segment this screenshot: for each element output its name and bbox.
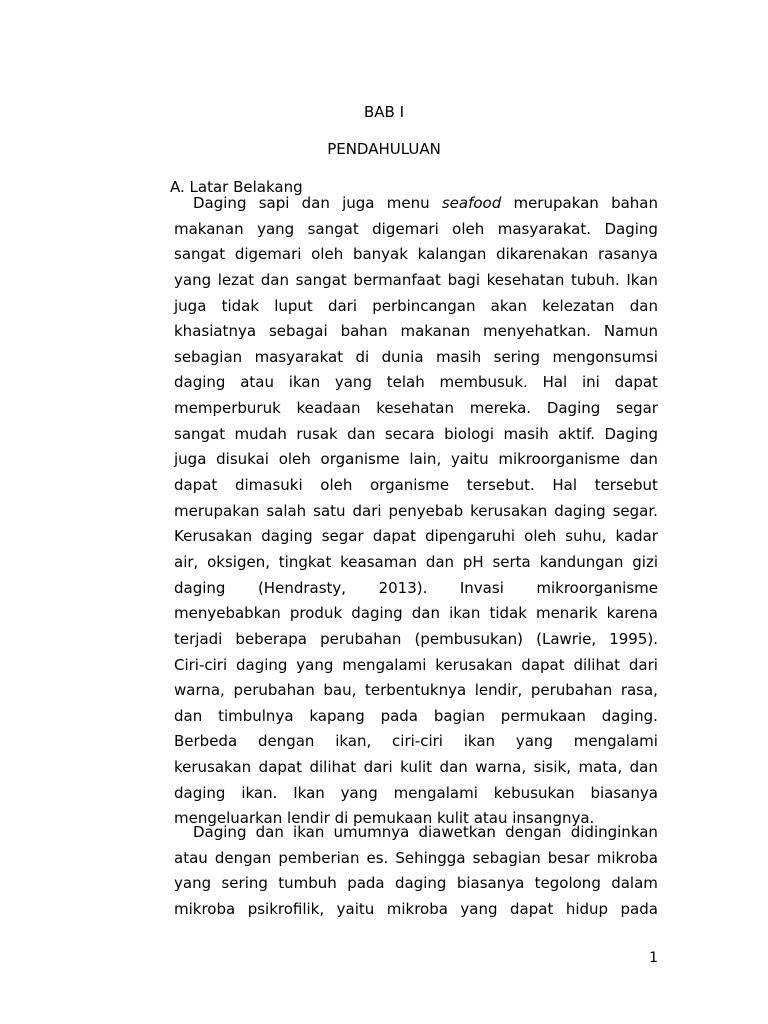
text-line xyxy=(174,321,658,347)
word: daging xyxy=(351,604,403,623)
text-line xyxy=(174,475,658,501)
word: rasanya xyxy=(597,245,658,264)
word: daging. xyxy=(601,706,658,725)
word: satu xyxy=(313,501,346,520)
word: warna, xyxy=(174,681,225,700)
text-line xyxy=(174,372,658,398)
text-line xyxy=(174,822,658,848)
word: bermanfaat xyxy=(353,270,441,289)
word: karena xyxy=(606,604,658,623)
word: sangat xyxy=(174,424,226,443)
word: didinginkan xyxy=(570,823,658,841)
word: umumnya xyxy=(333,823,410,841)
chapter-title: PENDAHULUAN xyxy=(327,140,441,158)
word: insangnya. xyxy=(512,809,595,828)
word: (pembusukan) xyxy=(414,629,524,648)
word: permukaan xyxy=(500,706,586,725)
word: mengalami xyxy=(573,732,658,751)
word: keadaan xyxy=(296,399,361,418)
word: Hal xyxy=(542,373,568,392)
word: warna, xyxy=(475,758,527,777)
word: tumbuh xyxy=(278,874,337,893)
word: dan xyxy=(174,706,203,725)
text-line xyxy=(174,848,658,874)
word: menyehatkan. xyxy=(483,322,591,341)
word: telah xyxy=(386,373,425,392)
word: sapi xyxy=(258,194,290,212)
word: perubahan xyxy=(233,681,315,700)
word: tidak xyxy=(489,604,527,623)
word: digemari xyxy=(372,219,439,238)
italic-word: seafood xyxy=(441,194,502,212)
word: daging xyxy=(235,655,288,674)
word: dari xyxy=(628,655,658,674)
word: Ciri-ciri xyxy=(174,655,228,674)
word: dari xyxy=(363,758,393,777)
word: kulit xyxy=(400,758,433,777)
word: bagian xyxy=(433,706,485,725)
text-line xyxy=(174,526,658,552)
word: daging xyxy=(554,501,606,520)
word: dapat xyxy=(372,527,416,546)
word: ikan xyxy=(449,604,481,623)
word: kandungan xyxy=(539,552,624,571)
word: atau xyxy=(174,848,208,867)
word: pH xyxy=(462,552,484,571)
word: atau xyxy=(473,809,513,828)
word: dan xyxy=(425,552,455,571)
word: makanan xyxy=(400,322,471,341)
word: oleh xyxy=(452,219,485,238)
word: kelezatan xyxy=(542,296,615,315)
word: salah xyxy=(266,501,307,520)
word: segar. xyxy=(612,501,658,520)
word: kebusukan xyxy=(493,783,575,802)
text-line xyxy=(174,552,658,578)
word: sering xyxy=(221,874,268,893)
word: (Lawrie, xyxy=(536,629,597,648)
word: ciri-ciri xyxy=(392,732,443,751)
word: dan xyxy=(347,424,376,443)
word: sangat xyxy=(307,219,359,238)
word: 1995). xyxy=(609,629,658,648)
word: dan xyxy=(411,604,440,623)
word: Namun xyxy=(603,322,658,341)
word: juga xyxy=(174,296,207,315)
word: dan xyxy=(439,758,468,777)
word: hidup xyxy=(565,899,609,918)
word: banyak xyxy=(352,245,408,264)
word: dapat xyxy=(521,655,565,674)
word: dan xyxy=(629,296,658,315)
word: dan xyxy=(255,823,284,841)
text-line xyxy=(174,296,658,322)
word: daging xyxy=(174,373,226,392)
word: mata, xyxy=(578,758,623,777)
word: yang xyxy=(257,219,295,238)
text-line xyxy=(174,680,658,706)
word: kapang xyxy=(309,706,365,725)
word: sebagian xyxy=(174,347,243,366)
word: yang xyxy=(174,874,212,893)
word: kerusakan xyxy=(470,501,548,520)
word: serta xyxy=(492,552,531,571)
word: terjadi xyxy=(174,629,223,648)
word: terbentuknya xyxy=(364,681,467,700)
word: dalam xyxy=(611,874,658,893)
word: yang xyxy=(460,899,498,918)
word: di xyxy=(334,809,354,828)
word: mengeluarkan xyxy=(174,809,288,828)
word: ini xyxy=(581,373,600,392)
word: yang xyxy=(296,655,334,674)
word: daging xyxy=(174,578,226,597)
word: Daging xyxy=(604,219,658,238)
word: segar xyxy=(616,399,658,418)
text-line xyxy=(174,270,658,296)
word: kerusakan xyxy=(174,758,252,777)
text-line xyxy=(174,731,658,757)
word: daging xyxy=(395,874,447,893)
word: bahan xyxy=(611,194,658,212)
word: oksigen, xyxy=(207,552,270,571)
word: pada xyxy=(380,706,418,725)
word: dari xyxy=(327,296,358,315)
word: merupakan xyxy=(513,194,599,212)
word: oleh xyxy=(320,476,353,495)
word: dapat xyxy=(510,899,554,918)
word: dilihat xyxy=(309,758,357,777)
text-line xyxy=(174,899,658,925)
word: juga xyxy=(174,450,207,469)
word: Sehingga xyxy=(395,848,466,867)
word: Daging xyxy=(546,399,601,418)
word: bau, xyxy=(323,681,357,700)
word: gizi xyxy=(632,552,658,571)
word: produk xyxy=(289,604,343,623)
word: bahan xyxy=(340,322,388,341)
word: dimasuki xyxy=(234,476,303,495)
word: dapat xyxy=(174,476,218,495)
word: yaitu xyxy=(336,899,375,918)
word: air, xyxy=(174,552,199,571)
text-line xyxy=(174,783,658,809)
word: yaitu xyxy=(450,450,489,469)
word: rasa, xyxy=(620,681,658,700)
word: timbulnya xyxy=(218,706,294,725)
word: organisme xyxy=(320,450,400,469)
word: tersebut. xyxy=(466,476,535,495)
text-line xyxy=(174,629,658,655)
word: perbincangan xyxy=(372,296,476,315)
word: dilihat xyxy=(573,655,621,674)
word: digemari xyxy=(234,245,302,264)
word: secara xyxy=(384,424,435,443)
text-line xyxy=(174,757,658,783)
word: dan xyxy=(260,270,289,289)
word: mikroba xyxy=(596,848,658,867)
word: pada xyxy=(620,899,658,918)
word: dengan xyxy=(505,823,562,841)
word: mikroba xyxy=(174,899,236,918)
word: kadar xyxy=(615,527,658,546)
word: organisme xyxy=(370,476,450,495)
word: lezat xyxy=(217,270,255,289)
word: tidak xyxy=(221,296,260,315)
word: akan xyxy=(490,296,527,315)
word: diawetkan xyxy=(418,823,496,841)
text-line xyxy=(174,603,658,629)
word: Berbeda xyxy=(174,732,238,751)
word: psikrofilik, xyxy=(247,899,325,918)
word: mengalami xyxy=(393,783,478,802)
body-paragraph xyxy=(174,193,658,834)
word: masih xyxy=(503,424,549,443)
word: di xyxy=(355,347,370,366)
word: dunia xyxy=(381,347,424,366)
chapter-number: BAB I xyxy=(363,103,405,121)
word: dengan xyxy=(257,732,315,751)
word: lendir xyxy=(287,809,335,828)
word: rusak xyxy=(296,424,338,443)
word: Daging xyxy=(604,424,658,443)
word: biasanya xyxy=(456,874,525,893)
word: sebagian xyxy=(472,848,541,867)
word: tegolong xyxy=(534,874,601,893)
word: masyarakat. xyxy=(497,219,592,238)
word: (Hendrasty, xyxy=(257,578,347,597)
word: mengonsumsi xyxy=(552,347,658,366)
word: keasaman xyxy=(340,552,418,571)
word: pemberian xyxy=(278,848,360,867)
word: masyarakat xyxy=(254,347,344,366)
word: makanan xyxy=(174,219,244,238)
word: penyebab xyxy=(388,501,464,520)
text-line xyxy=(174,873,658,899)
word: kalangan xyxy=(417,245,487,264)
word: besar xyxy=(547,848,590,867)
word: dipengaruhi xyxy=(425,527,516,546)
word: Ikan xyxy=(293,783,325,802)
word: disukai xyxy=(216,450,269,469)
word: segar xyxy=(321,527,364,546)
word: ikan. xyxy=(241,783,278,802)
word: lendir, xyxy=(474,681,523,700)
word: membusuk. xyxy=(439,373,528,392)
word: menu xyxy=(386,194,430,212)
word: oleh xyxy=(524,527,557,546)
text-line xyxy=(174,501,658,527)
word: aktif. xyxy=(558,424,596,443)
word: khasiatnya xyxy=(174,322,257,341)
word: ikan, xyxy=(335,732,372,751)
text-line xyxy=(174,578,658,604)
word: yang xyxy=(174,270,212,289)
word: luput xyxy=(274,296,313,315)
word: daging xyxy=(174,783,226,802)
word: Ikan xyxy=(626,270,658,289)
word: tersebut xyxy=(594,476,658,495)
word: mudah xyxy=(234,424,287,443)
word: dari xyxy=(352,501,382,520)
word: dengan xyxy=(214,848,272,867)
word: suhu, xyxy=(565,527,607,546)
section-heading: A. Latar Belakang xyxy=(170,178,303,196)
word: yang xyxy=(340,783,378,802)
word: sering xyxy=(493,347,541,366)
word: sangat xyxy=(174,245,226,264)
text-line xyxy=(174,655,658,681)
word: mikroorganisme xyxy=(536,578,658,597)
word: ikan xyxy=(288,373,321,392)
word: juga xyxy=(342,194,375,212)
word: ikan xyxy=(463,732,496,751)
word: mikroba xyxy=(386,899,448,918)
word: Daging xyxy=(193,194,247,212)
word: dan xyxy=(629,450,658,469)
word: menyebabkan xyxy=(174,604,281,623)
word: biasanya xyxy=(590,783,658,802)
word: Kerusakan xyxy=(174,527,253,546)
word: menarik xyxy=(535,604,598,623)
word: dan xyxy=(301,194,330,212)
word: Invasi xyxy=(459,578,504,597)
text-line xyxy=(174,244,658,270)
text-line xyxy=(174,424,658,450)
word: pemukaan xyxy=(353,809,437,828)
word: lain, xyxy=(409,450,442,469)
text-line xyxy=(174,449,658,475)
word: perubahan xyxy=(320,629,402,648)
text-line xyxy=(174,706,658,732)
text-line xyxy=(174,193,658,219)
word: dapat xyxy=(258,758,302,777)
word: atau xyxy=(240,373,274,392)
word: sebagai xyxy=(268,322,328,341)
word: ikan xyxy=(293,823,325,841)
word: kesehatan xyxy=(486,270,565,289)
word: oleh xyxy=(311,245,344,264)
word: sisik, xyxy=(533,758,572,777)
word: oleh xyxy=(278,450,311,469)
word: tingkat xyxy=(278,552,332,571)
text-line xyxy=(174,398,658,424)
word: mengalami xyxy=(342,655,427,674)
word: bagi xyxy=(447,270,480,289)
word: kerusakan xyxy=(435,655,513,674)
text-line xyxy=(174,219,658,245)
word: dan xyxy=(629,758,658,777)
word: mereka. xyxy=(469,399,532,418)
word: dikarenakan xyxy=(496,245,589,264)
word: Hal xyxy=(552,476,578,495)
word: kesehatan xyxy=(376,399,454,418)
word: perubahan xyxy=(530,681,613,700)
word: daging xyxy=(261,527,313,546)
word: pada xyxy=(347,874,385,893)
word: yang xyxy=(334,373,372,392)
word: kulit xyxy=(436,809,474,828)
word: es. xyxy=(366,848,389,867)
word: masih xyxy=(435,347,482,366)
word: yang xyxy=(515,732,553,751)
word: beberapa xyxy=(235,629,307,648)
body-paragraph xyxy=(174,822,658,925)
word: biologi xyxy=(444,424,494,443)
word: merupakan xyxy=(174,501,260,520)
word: dapat xyxy=(614,373,658,392)
text-line xyxy=(174,347,658,373)
word: 2013). xyxy=(378,578,428,597)
word: mikroorganisme xyxy=(498,450,620,469)
word: memperburuk xyxy=(174,399,281,418)
word: sangat xyxy=(295,270,347,289)
page-number: 1 xyxy=(649,950,658,966)
word: tubuh. xyxy=(571,270,620,289)
word: Daging xyxy=(193,823,247,841)
